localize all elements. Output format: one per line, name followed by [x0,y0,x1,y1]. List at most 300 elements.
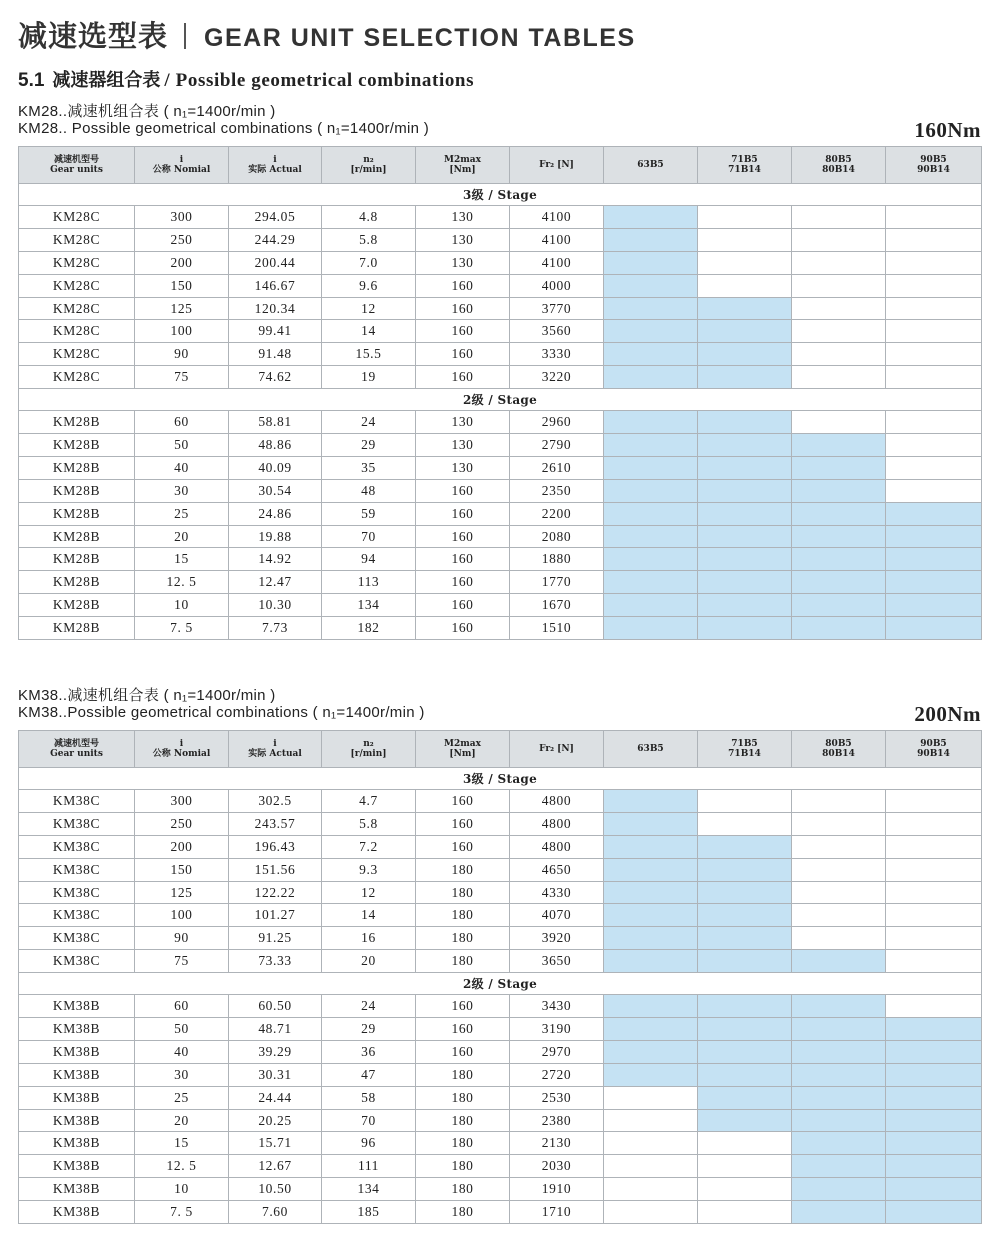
output-speed-header-line2: [r/min] [350,749,387,759]
nominal-ratio-header-line1: i [179,739,184,749]
max-torque-cell: 160 [416,812,510,835]
table-row [19,343,982,366]
actual-ratio-cell: 7.60 [229,1201,322,1224]
mount-80-cell [792,858,886,881]
radial-force-cell: 3190 [510,1018,604,1041]
radial-force-cell: 4100 [510,251,604,274]
max-torque-cell: 180 [416,1178,510,1201]
mount-71-cell [698,1040,792,1063]
max-torque-cell: 180 [416,904,510,927]
mount-80-cell [792,251,886,274]
max-torque-header [416,731,510,768]
output-speed-cell: 29 [322,1018,416,1041]
output-speed-header [322,147,416,184]
radial-force-cell: 3220 [510,366,604,389]
nominal-ratio-cell: 25 [135,1086,229,1109]
actual-ratio-cell: 19.88 [229,525,322,548]
nominal-ratio-cell: 200 [135,835,229,858]
stage-label: 3级 / Stage [19,768,982,790]
model-cell: KM38B [19,1155,135,1178]
title-divider [184,23,186,49]
nominal-ratio-cell: 30 [135,1063,229,1086]
output-speed-cell: 20 [322,950,416,973]
radial-force-header-line1: Fr₂ [N] [539,744,574,754]
output-speed-cell: 134 [322,594,416,617]
nominal-ratio-header-line1: i [179,155,184,165]
mount-80-header-line1: 80B5 [825,155,852,165]
max-torque-cell: 160 [416,571,510,594]
output-speed-cell: 182 [322,617,416,640]
actual-ratio-cell: 14.92 [229,548,322,571]
mount-71-cell [698,1109,792,1132]
mount-80-cell [792,274,886,297]
mount-71-cell [698,251,792,274]
subtitle-en: KM38..Possible geometrical combinations ( n₁=1400r/min ) [18,704,425,721]
table-row [19,950,982,973]
nominal-ratio-cell: 7. 5 [135,1201,229,1224]
output-speed-header-line2: [r/min] [350,165,387,175]
mount-80-cell [792,835,886,858]
mount-71-cell [698,366,792,389]
mount-90-cell [886,251,982,274]
model-cell: KM28B [19,434,135,457]
mount-90-cell [886,950,982,973]
mount-71-cell [698,525,792,548]
gear-units-header-line2: Gear units [50,165,103,175]
max-torque-cell: 180 [416,881,510,904]
table-row [19,548,982,571]
actual-ratio-cell: 30.54 [229,479,322,502]
stage-row [19,768,982,790]
mount-71-cell [698,297,792,320]
actual-ratio-cell: 294.05 [229,206,322,229]
mount-80-cell [792,548,886,571]
mount-90-cell [886,1018,982,1041]
model-cell: KM38C [19,904,135,927]
output-speed-cell: 14 [322,904,416,927]
radial-force-cell: 2200 [510,502,604,525]
mount-90-header-line1: 90B5 [920,739,947,749]
actual-ratio-cell: 73.33 [229,950,322,973]
output-speed-cell: 5.8 [322,812,416,835]
max-torque-cell: 160 [416,790,510,813]
mount-80-cell [792,1086,886,1109]
radial-force-cell: 3770 [510,297,604,320]
table-row [19,297,982,320]
mount-80-cell [792,366,886,389]
model-cell: KM38C [19,881,135,904]
nominal-ratio-cell: 40 [135,1040,229,1063]
table-row [19,1063,982,1086]
gear-units-header-line1: 减速机型号 [53,155,99,165]
model-cell: KM28B [19,571,135,594]
max-torque-cell: 130 [416,456,510,479]
mount-71-cell [698,995,792,1018]
model-cell: KM38B [19,1132,135,1155]
mount-80-cell [792,881,886,904]
mount-80-header-line1: 80B5 [825,739,852,749]
output-speed-cell: 9.3 [322,858,416,881]
mount-71-cell [698,617,792,640]
radial-force-cell: 2790 [510,434,604,457]
mount-63b5-cell [604,1132,698,1155]
actual-ratio-cell: 20.25 [229,1109,322,1132]
mount-63b5-cell [604,790,698,813]
table-row [19,274,982,297]
mount-63b5-cell [604,927,698,950]
table-subtitle [18,100,981,146]
table-row [19,1155,982,1178]
mount-90-cell [886,995,982,1018]
mount-71-cell [698,1201,792,1224]
selection-table [18,146,982,640]
mount-90-cell [886,1178,982,1201]
nominal-ratio-cell: 90 [135,927,229,950]
radial-force-cell: 1880 [510,548,604,571]
table-row [19,320,982,343]
mount-90-cell [886,456,982,479]
nominal-ratio-cell: 250 [135,812,229,835]
output-speed-cell: 12 [322,297,416,320]
max-torque-cell: 130 [416,411,510,434]
actual-ratio-cell: 91.48 [229,343,322,366]
radial-force-cell: 2970 [510,1040,604,1063]
nominal-ratio-cell: 60 [135,411,229,434]
header-row [19,147,982,184]
mount-71-cell [698,548,792,571]
stage-row [19,973,982,995]
output-speed-cell: 185 [322,1201,416,1224]
mount-71-header [698,147,792,184]
output-speed-cell: 36 [322,1040,416,1063]
table-row [19,1018,982,1041]
radial-force-cell: 2960 [510,411,604,434]
table-row [19,1086,982,1109]
model-cell: KM28C [19,228,135,251]
nominal-ratio-cell: 25 [135,502,229,525]
actual-ratio-cell: 99.41 [229,320,322,343]
nominal-ratio-cell: 20 [135,525,229,548]
radial-force-header [510,147,604,184]
mount-71-cell [698,1132,792,1155]
radial-force-header [510,731,604,768]
radial-force-cell: 1510 [510,617,604,640]
max-torque-header-line1: M2max [444,739,481,749]
model-cell: KM38C [19,950,135,973]
output-speed-cell: 96 [322,1132,416,1155]
mount-90-header-line1: 90B5 [920,155,947,165]
mount-90-cell [886,1132,982,1155]
nominal-ratio-cell: 50 [135,1018,229,1041]
actual-ratio-cell: 24.86 [229,502,322,525]
mount-63b5-cell [604,320,698,343]
mount-71-header-line1: 71B5 [731,739,758,749]
table-row [19,456,982,479]
output-speed-cell: 70 [322,1109,416,1132]
mount-80-cell [792,456,886,479]
output-speed-cell: 48 [322,479,416,502]
mount-80-cell [792,502,886,525]
actual-ratio-cell: 101.27 [229,904,322,927]
table-row [19,812,982,835]
model-cell: KM28C [19,366,135,389]
output-speed-cell: 7.0 [322,251,416,274]
table-row [19,881,982,904]
radial-force-cell: 3560 [510,320,604,343]
max-torque-cell: 160 [416,366,510,389]
max-torque-cell: 160 [416,297,510,320]
mount-90-cell [886,881,982,904]
model-cell: KM38B [19,1040,135,1063]
mount-71-cell [698,434,792,457]
table-row [19,904,982,927]
table-row [19,927,982,950]
mount-63b5-cell [604,571,698,594]
table-row [19,1178,982,1201]
mount-80-cell [792,617,886,640]
table-row [19,502,982,525]
mount-90-cell [886,1109,982,1132]
mount-63b5-cell [604,1063,698,1086]
subtitle-cn: KM28..减速机组合表 ( n₁=1400r/min ) [18,103,276,120]
max-torque-cell: 160 [416,594,510,617]
nominal-ratio-cell: 50 [135,434,229,457]
actual-ratio-cell: 243.57 [229,812,322,835]
radial-force-cell: 4800 [510,790,604,813]
actual-ratio-cell: 196.43 [229,835,322,858]
mount-80-cell [792,1155,886,1178]
output-speed-header-line1: n₂ [363,155,374,165]
table-row [19,790,982,813]
mount-80-cell [792,1178,886,1201]
output-speed-cell: 134 [322,1178,416,1201]
mount-71-cell [698,835,792,858]
mount-90-cell [886,320,982,343]
nominal-ratio-cell: 125 [135,881,229,904]
mount-80-cell [792,571,886,594]
output-speed-cell: 19 [322,366,416,389]
nominal-ratio-cell: 30 [135,479,229,502]
mount-80-header [792,731,886,768]
mount-80-cell [792,411,886,434]
mount-80-cell [792,434,886,457]
mount-90-cell [886,548,982,571]
subtitle-en: KM28.. Possible geometrical combinations ( n₁=1400r/min ) [18,120,430,137]
table-row [19,411,982,434]
radial-force-cell: 2530 [510,1086,604,1109]
mount-63b5-cell [604,1018,698,1041]
mount-80-cell [792,1132,886,1155]
section-title-en: / Possible geometrical combinations [164,70,475,91]
radial-force-cell: 2130 [510,1132,604,1155]
mount-71-cell [698,411,792,434]
actual-ratio-cell: 12.67 [229,1155,322,1178]
max-torque-cell: 160 [416,1040,510,1063]
mount-63b5-cell [604,950,698,973]
table-row [19,995,982,1018]
page-title-en: GEAR UNIT SELECTION TABLES [204,24,636,52]
mount-71-header-line2: 71B14 [728,749,761,759]
nominal-ratio-cell: 300 [135,790,229,813]
mount-90-cell [886,343,982,366]
stage-label: 2级 / Stage [19,389,982,411]
radial-force-cell: 3330 [510,343,604,366]
actual-ratio-header-line1: i [273,739,277,749]
model-cell: KM28C [19,343,135,366]
actual-ratio-cell: 60.50 [229,995,322,1018]
max-torque-cell: 160 [416,343,510,366]
max-torque-cell: 160 [416,502,510,525]
mount-63b5-cell [604,548,698,571]
actual-ratio-cell: 200.44 [229,251,322,274]
mount-90-cell [886,927,982,950]
model-cell: KM28C [19,320,135,343]
mount-90-cell [886,1155,982,1178]
radial-force-header-line1: Fr₂ [N] [539,160,574,170]
mount-71-cell [698,594,792,617]
mount-71-header [698,731,792,768]
table-row [19,1109,982,1132]
mount-90-cell [886,835,982,858]
max-torque-cell: 130 [416,228,510,251]
actual-ratio-cell: 7.73 [229,617,322,640]
radial-force-cell: 2720 [510,1063,604,1086]
model-cell: KM38C [19,835,135,858]
mount-90-cell [886,502,982,525]
model-cell: KM38B [19,1178,135,1201]
table-row [19,1201,982,1224]
mount-90-cell [886,1086,982,1109]
mount-63b5-cell [604,1201,698,1224]
mount-90-cell [886,479,982,502]
table-row [19,1132,982,1155]
mount-80-cell [792,1018,886,1041]
mount-63b5-cell [604,1109,698,1132]
model-cell: KM28B [19,617,135,640]
mount-63b5-cell [604,904,698,927]
radial-force-cell: 2080 [510,525,604,548]
mount-71-cell [698,881,792,904]
max-torque-cell: 160 [416,320,510,343]
mount-80-header-line2: 80B14 [822,165,855,175]
model-cell: KM38B [19,1201,135,1224]
mount-63b5-header-line1: 63B5 [637,744,664,754]
mount-71-cell [698,228,792,251]
page-title-cn: 减速选型表 [18,19,169,53]
actual-ratio-cell: 39.29 [229,1040,322,1063]
mount-63b5-cell [604,297,698,320]
nominal-ratio-header [135,731,229,768]
mount-63b5-cell [604,274,698,297]
mount-63b5-cell [604,479,698,502]
mount-80-cell [792,206,886,229]
radial-force-cell: 4100 [510,228,604,251]
output-speed-cell: 16 [322,927,416,950]
actual-ratio-cell: 122.22 [229,881,322,904]
model-cell: KM28C [19,206,135,229]
table-row [19,617,982,640]
nominal-ratio-cell: 125 [135,297,229,320]
nominal-ratio-cell: 100 [135,320,229,343]
mount-63b5-cell [604,206,698,229]
table-row [19,251,982,274]
nominal-ratio-cell: 75 [135,950,229,973]
output-speed-cell: 111 [322,1155,416,1178]
nominal-ratio-header-line2: 公称 Nomial [152,749,211,759]
mount-80-cell [792,525,886,548]
actual-ratio-cell: 10.50 [229,1178,322,1201]
km38-block [18,684,981,1224]
gear-units-header [19,731,135,768]
mount-63b5-cell [604,858,698,881]
mount-80-cell [792,812,886,835]
table-subtitle [18,684,981,730]
model-cell: KM38C [19,927,135,950]
mount-71-cell [698,320,792,343]
nominal-ratio-cell: 12. 5 [135,571,229,594]
mount-71-cell [698,904,792,927]
actual-ratio-cell: 48.71 [229,1018,322,1041]
header-row [19,731,982,768]
nominal-ratio-cell: 15 [135,1132,229,1155]
actual-ratio-cell: 120.34 [229,297,322,320]
table-row [19,525,982,548]
nominal-ratio-cell: 90 [135,343,229,366]
mount-63b5-header [604,147,698,184]
max-torque-cell: 180 [416,1109,510,1132]
mount-71-cell [698,812,792,835]
mount-90-header-line2: 90B14 [917,749,950,759]
max-torque-header-line2: [Nm] [449,749,476,759]
output-speed-cell: 7.2 [322,835,416,858]
nominal-ratio-cell: 20 [135,1109,229,1132]
mount-80-header-line2: 80B14 [822,749,855,759]
actual-ratio-cell: 151.56 [229,858,322,881]
output-speed-header [322,731,416,768]
mount-90-cell [886,434,982,457]
radial-force-cell: 2350 [510,479,604,502]
max-torque-cell: 160 [416,548,510,571]
model-cell: KM38B [19,1063,135,1086]
mount-90-cell [886,525,982,548]
radial-force-cell: 3920 [510,927,604,950]
model-cell: KM38B [19,995,135,1018]
gear-units-header-line1: 减速机型号 [53,739,99,749]
model-cell: KM28C [19,251,135,274]
model-cell: KM28C [19,297,135,320]
max-torque-cell: 180 [416,1086,510,1109]
model-cell: KM28B [19,548,135,571]
max-torque-cell: 160 [416,995,510,1018]
model-cell: KM38B [19,1086,135,1109]
stage-label: 2级 / Stage [19,973,982,995]
output-speed-cell: 59 [322,502,416,525]
mount-90-header-line2: 90B14 [917,165,950,175]
mount-80-cell [792,228,886,251]
nominal-ratio-cell: 10 [135,594,229,617]
mount-80-cell [792,927,886,950]
max-torque-header [416,147,510,184]
max-torque-cell: 180 [416,1201,510,1224]
radial-force-cell: 3430 [510,995,604,1018]
mount-80-cell [792,1040,886,1063]
output-speed-cell: 4.7 [322,790,416,813]
radial-force-cell: 2030 [510,1155,604,1178]
mount-63b5-cell [604,1086,698,1109]
max-torque-cell: 130 [416,434,510,457]
radial-force-cell: 4800 [510,835,604,858]
table-row [19,858,982,881]
